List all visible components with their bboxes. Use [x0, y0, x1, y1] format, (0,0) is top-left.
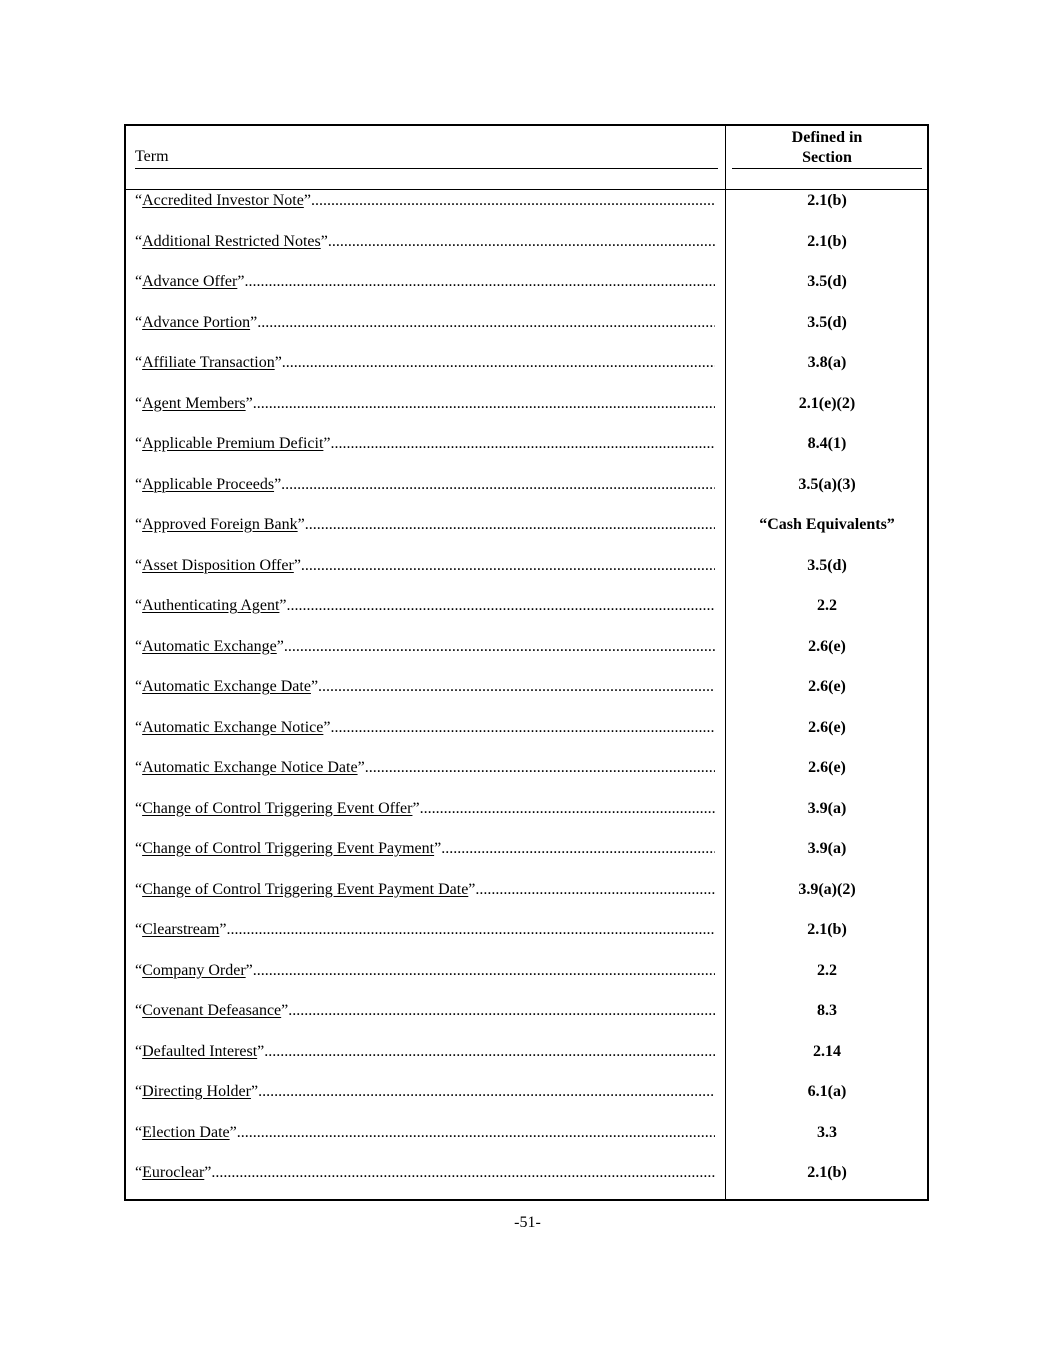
dot-leader — [475, 881, 715, 898]
section-reference: 8.3 — [817, 1002, 837, 1019]
dot-leader — [211, 1164, 715, 1181]
dot-leader — [284, 638, 715, 655]
section-reference: 3.5(d) — [807, 313, 847, 331]
term-cell: “Automatic Exchange Notice Date” ..... — [135, 756, 715, 780]
term-cell: “Change of Control Triggering Event Payment” ..... — [135, 837, 715, 861]
defined-term: Company Order — [142, 961, 246, 979]
section-reference: 2.1(b) — [807, 192, 847, 209]
defined-term: Affiliate Transaction — [142, 354, 275, 371]
table-row — [126, 311, 927, 335]
section-reference: 2.6(e) — [808, 678, 846, 695]
defined-term: Election Date — [142, 1123, 230, 1141]
defined-term: Automatic Exchange Date — [142, 678, 311, 695]
page-number: -51- — [514, 1214, 541, 1231]
defined-term: Asset Disposition Offer — [142, 556, 294, 574]
table-row — [126, 1040, 927, 1064]
term-cell: “Advance Portion” ..... — [135, 311, 715, 335]
defined-term: Automatic Exchange Notice — [142, 718, 324, 736]
table-row — [126, 594, 927, 618]
term-cell: “Authenticating Agent” ..... — [135, 594, 715, 618]
table-row — [126, 837, 927, 861]
dot-leader — [257, 314, 715, 331]
section-reference: 8.4(1) — [807, 435, 847, 452]
dot-leader — [330, 719, 715, 736]
table-row — [126, 999, 927, 1023]
term-cell: “Automatic Exchange Date” ..... — [135, 675, 715, 699]
section-reference: 2.6(e) — [808, 759, 846, 776]
table-row — [126, 432, 927, 456]
definitions-table — [124, 124, 929, 1201]
defined-term: Change of Control Triggering Event Offer — [142, 799, 413, 817]
dot-leader — [237, 1124, 715, 1141]
section-reference: 2.2 — [817, 597, 837, 614]
dot-leader — [258, 1083, 715, 1100]
defined-term: Applicable Proceeds — [142, 475, 275, 493]
term-cell: “Agent Members” ..... — [135, 392, 715, 416]
table-row — [126, 270, 927, 294]
section-reference: 6.1(a) — [807, 1083, 847, 1100]
section-reference: 3.5(d) — [807, 556, 847, 574]
dot-leader — [318, 678, 715, 695]
term-cell: “Accredited Investor Note” ..... — [135, 189, 715, 213]
section-header-line2: Section — [802, 149, 852, 166]
section-reference: 3.3 — [817, 1123, 837, 1141]
dot-leader — [288, 1002, 715, 1019]
term-column-header: Term — [135, 146, 718, 169]
defined-term: Covenant Defeasance — [142, 1002, 282, 1019]
defined-term: Advance Portion — [142, 313, 251, 331]
defined-term: Change of Control Triggering Event Payment — [142, 840, 435, 857]
term-cell: “Euroclear” ..... — [135, 1161, 715, 1185]
dot-leader — [441, 840, 715, 857]
term-cell: “Asset Disposition Offer” ..... — [135, 554, 715, 578]
dot-leader — [305, 516, 715, 533]
section-reference: 2.6(e) — [808, 637, 846, 655]
section-header-line1: Defined in — [791, 129, 863, 146]
table-row — [126, 554, 927, 578]
defined-term: Directing Holder — [142, 1083, 251, 1100]
term-cell: “Advance Offer” ..... — [135, 270, 715, 294]
defined-term: Agent Members — [142, 394, 246, 412]
term-cell: “Automatic Exchange” ..... — [135, 635, 715, 659]
table-row — [126, 230, 927, 254]
table-row — [126, 716, 927, 740]
defined-term: Euroclear — [142, 1164, 205, 1181]
table-row — [126, 1161, 927, 1185]
table-row — [126, 635, 927, 659]
defined-term: Change of Control Triggering Event Payment Date — [142, 880, 469, 898]
defined-term: Applicable Premium Deficit — [142, 435, 324, 452]
defined-term: Additional Restricted Notes — [142, 232, 321, 250]
dot-leader — [365, 759, 715, 776]
section-reference: 3.9(a)(2) — [798, 880, 856, 898]
table-row — [126, 675, 927, 699]
term-cell: “Company Order” ..... — [135, 959, 715, 983]
section-reference: 2.1(b) — [807, 232, 847, 250]
term-cell: “Affiliate Transaction” ..... — [135, 351, 715, 375]
section-reference: 2.14 — [813, 1042, 841, 1060]
dot-leader — [282, 354, 715, 371]
dot-leader — [420, 800, 715, 817]
dot-leader — [281, 476, 715, 493]
section-reference: 3.8(a) — [807, 354, 847, 371]
term-cell: “Applicable Premium Deficit” ..... — [135, 432, 715, 456]
table-row — [126, 1121, 927, 1145]
table-row — [126, 392, 927, 416]
table-row — [126, 756, 927, 780]
section-reference: 2.2 — [817, 961, 837, 979]
term-cell: “Additional Restricted Notes” ..... — [135, 230, 715, 254]
term-cell: “Change of Control Triggering Event Payment Date” ..... — [135, 878, 715, 902]
section-reference: 2.1(e)(2) — [798, 394, 856, 412]
table-row — [126, 473, 927, 497]
term-cell: “Automatic Exchange Notice” ..... — [135, 716, 715, 740]
term-cell: “Defaulted Interest” ..... — [135, 1040, 715, 1064]
term-cell: “Election Date” ..... — [135, 1121, 715, 1145]
term-cell: “Approved Foreign Bank” ..... — [135, 513, 715, 537]
defined-term: Defaulted Interest — [142, 1042, 258, 1060]
section-reference: 3.9(a) — [807, 840, 847, 857]
section-reference: 2.1(b) — [807, 921, 847, 938]
dot-leader — [311, 192, 715, 209]
section-column-header — [732, 128, 922, 169]
defined-term: Approved Foreign Bank — [142, 516, 298, 533]
table-row — [126, 918, 927, 942]
dot-leader — [244, 273, 715, 290]
defined-term: Automatic Exchange Notice Date — [142, 759, 358, 776]
defined-term: Automatic Exchange — [142, 637, 277, 655]
dot-leader — [287, 597, 715, 614]
dot-leader — [253, 962, 715, 979]
section-reference: 3.5(a)(3) — [798, 475, 856, 493]
table-row — [126, 351, 927, 375]
table-row — [126, 513, 927, 537]
defined-term: Authenticating Agent — [142, 597, 280, 614]
section-reference: 3.5(d) — [807, 273, 847, 290]
dot-leader — [227, 921, 715, 938]
dot-leader — [264, 1043, 715, 1060]
table-row — [126, 959, 927, 983]
dot-leader — [331, 435, 716, 452]
term-cell: “Applicable Proceeds” ..... — [135, 473, 715, 497]
defined-term: Accredited Investor Note — [142, 192, 304, 209]
dot-leader — [301, 557, 715, 574]
term-cell: “Covenant Defeasance” ..... — [135, 999, 715, 1023]
table-row — [126, 189, 927, 213]
defined-term: Clearstream — [142, 921, 220, 938]
dot-leader — [328, 233, 715, 250]
table-row — [126, 1080, 927, 1104]
defined-term: Advance Offer — [142, 273, 238, 290]
section-reference: “Cash Equivalents” — [759, 516, 895, 533]
section-reference: 3.9(a) — [807, 799, 847, 817]
table-row — [126, 797, 927, 821]
term-cell: “Change of Control Triggering Event Offer” ..... — [135, 797, 715, 821]
dot-leader — [253, 395, 715, 412]
term-cell: “Directing Holder” ..... — [135, 1080, 715, 1104]
term-cell: “Clearstream” ..... — [135, 918, 715, 942]
section-reference: 2.6(e) — [808, 718, 846, 736]
table-row — [126, 878, 927, 902]
section-reference: 2.1(b) — [807, 1164, 847, 1181]
